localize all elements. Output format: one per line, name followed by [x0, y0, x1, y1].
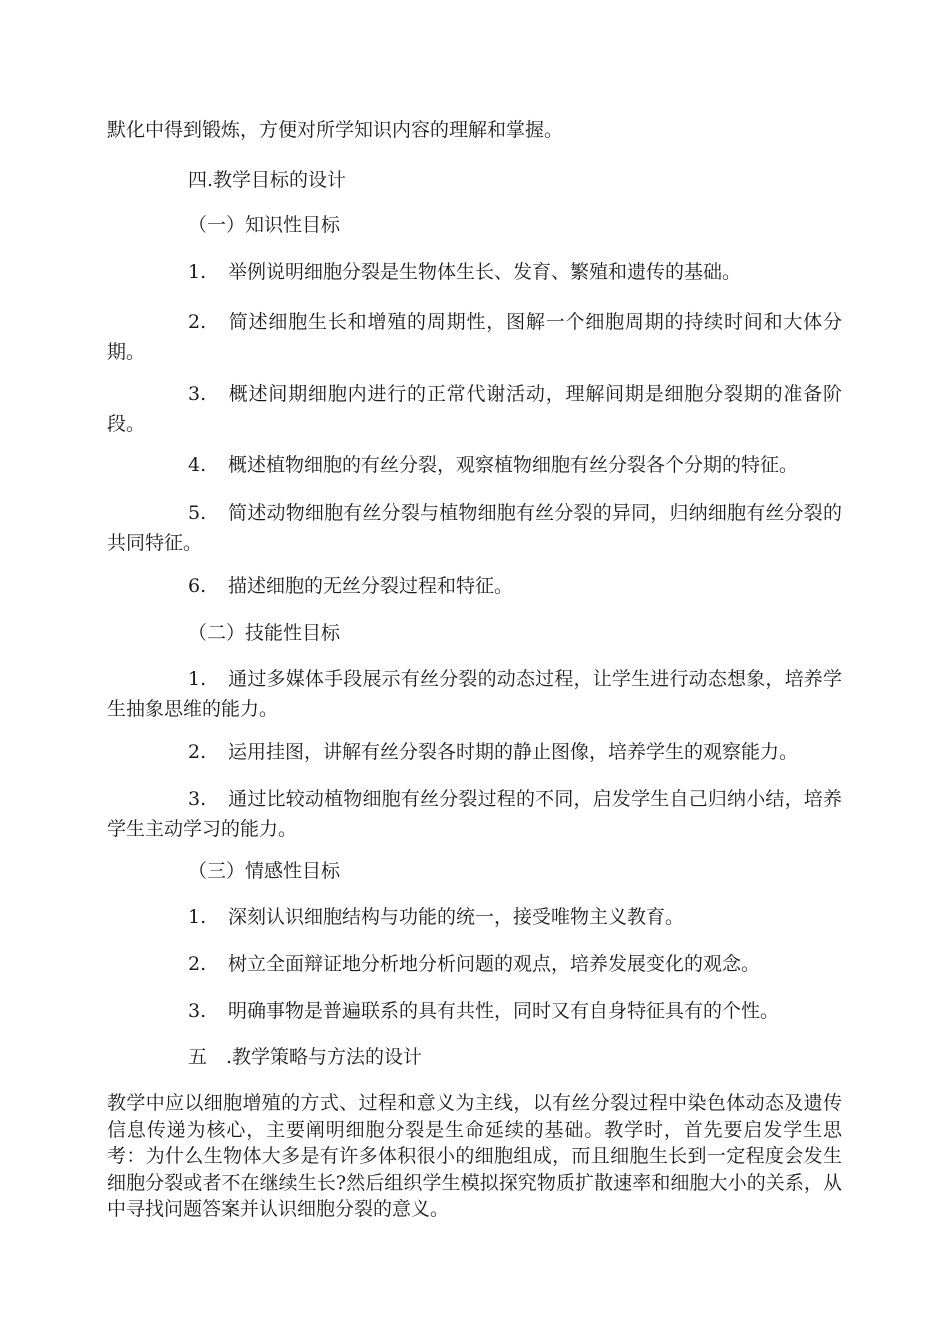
list-item [107, 952, 842, 977]
section-heading-4: 四.教学目标的设计 [188, 169, 347, 191]
item-number: 4. [188, 454, 207, 476]
item-text: 明确事物是普遍联系的具有共性，同时又有自身特征具有的个性。 [228, 1000, 780, 1022]
list-item [107, 784, 842, 844]
list-item [107, 574, 842, 599]
subheading-skills: （二）技能性目标 [188, 622, 341, 644]
item-text: 通过多媒体手段展示有丝分裂的动态过程，让学生进行动态想象，培养学生抽象思维的能力。 [107, 668, 842, 720]
subheading-affective: （三）情感性目标 [188, 860, 341, 882]
item-number: 3. [188, 1000, 207, 1022]
list-item [107, 905, 842, 930]
item-number: 3. [188, 383, 207, 405]
item-number: 5. [188, 502, 207, 524]
item-text: 概述植物细胞的有丝分裂，观察植物细胞有丝分裂各个分期的特征。 [228, 454, 799, 476]
item-number: 2. [188, 741, 207, 763]
list-item [107, 498, 842, 558]
item-number: 2. [188, 953, 207, 975]
item-number: 1. [188, 668, 207, 690]
strategy-paragraph: 教学中应以细胞增殖的方式、过程和意义为主线，以有丝分裂过程中染色体动态及遗传信息传递为核心，主要阐明细胞分裂是生命延续的基础。教学时，首先要启发学生思考：为什么生物体大多是有许多体积很小的细胞组成，而且细胞生长到一定程度会发生细胞分裂或者不在继续生长?然后组织学生模拟探究物质扩散速率和细胞大小的关系，从中寻找问题答案并认识细胞分裂的意义。 [107, 1092, 842, 1220]
list-item [107, 379, 842, 439]
item-text: 简述动物细胞有丝分裂与植物细胞有丝分裂的异同，归纳细胞有丝分裂的共同特征。 [107, 502, 842, 554]
item-number: 3. [188, 788, 207, 810]
list-item [107, 307, 842, 367]
section-heading-5: 五 .教学策略与方法的设计 [188, 1046, 423, 1068]
list-item [107, 664, 842, 724]
subheading-knowledge: （一）知识性目标 [188, 214, 341, 236]
item-number: 1. [188, 906, 207, 928]
item-text: 通过比较动植物细胞有丝分裂过程的不同，启发学生自己归纳小结，培养学生主动学习的能力。 [107, 788, 842, 840]
item-text: 描述细胞的无丝分裂过程和特征。 [228, 575, 514, 597]
item-text: 运用挂图，讲解有丝分裂各时期的静止图像，培养学生的观察能力。 [228, 741, 799, 763]
list-item [107, 740, 842, 765]
list-item [107, 999, 842, 1024]
item-number: 1. [188, 261, 207, 283]
item-text: 举例说明细胞分裂是生物体生长、发育、繁殖和遗传的基础。 [228, 261, 742, 283]
item-number: 6. [188, 575, 207, 597]
item-text: 树立全面辩证地分析地分析问题的观点，培养发展变化的观念。 [228, 953, 761, 975]
lead-line: 默化中得到锻炼，方便对所学知识内容的理解和掌握。 [107, 119, 564, 141]
item-text: 概述间期细胞内进行的正常代谢活动，理解间期是细胞分裂期的准备阶段。 [107, 383, 842, 435]
item-text: 简述细胞生长和增殖的周期性，图解一个细胞周期的持续时间和大体分期。 [107, 311, 842, 363]
list-item [107, 260, 842, 285]
item-number: 2. [188, 311, 207, 333]
list-item [107, 453, 842, 478]
item-text: 深刻认识细胞结构与功能的统一，接受唯物主义教育。 [228, 906, 685, 928]
